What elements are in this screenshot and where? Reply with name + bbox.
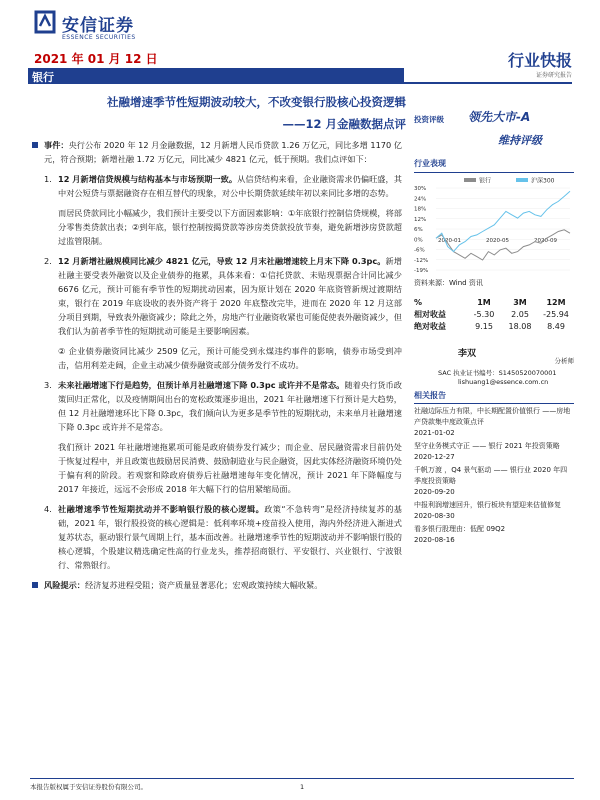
analyst-role: 分析师: [554, 357, 574, 365]
report-subtype: 证券研究报告: [535, 72, 572, 79]
table-header-cell: 12M: [546, 297, 566, 307]
performance-divider: [414, 172, 574, 173]
y-tick-label: 24%: [414, 196, 427, 203]
point-2-number: 2.: [44, 256, 52, 266]
x-tick-label: 2020-01: [438, 238, 461, 245]
point-2-text: 新增社融主要受表外融资以及企业债券的拖累，具体来看：①信托贷款、未贴现票据合计同比减少 6676 亿元，预计可能有季节性的短期扰动因素，因为原计划在 2020 年底资管新规过渡期结束，银行在 2019 年底设收的表外资产将于 2020 年底整改完毕，进而在 2020 年 12 月这部分项目到期，导致表外融资减少；除此之外，房地产行业融资收紧也可能促使表外融资减少，但我们认为前者季节性的短期扰动可能是主要影响因素。: [58, 256, 402, 336]
legend-label: 沪深300: [531, 177, 555, 185]
point-4-bold: 社融增速季节性短期扰动并不影响银行股的核心逻辑。: [58, 504, 265, 514]
event-text: 央行公布 2020 年 12 月金融数据，12 月新增人民币贷款 1.26 万亿元，同比多增 1170 亿元，符合预期；新增社融 1.72 万亿元，同比减少 4821 亿元，低于预期。我们点评如下：: [44, 140, 402, 164]
returns-table: [414, 296, 574, 332]
y-tick-label: -19%: [414, 268, 429, 274]
related-date: 2020-08-30: [414, 512, 455, 520]
bullet-square-icon: [32, 142, 38, 148]
point-2: [30, 254, 402, 338]
point-1: [30, 172, 402, 200]
related-title: 相关报告: [414, 390, 574, 404]
point-4-text: 政策“不急转弯”是经济持续复苏的基础，2021 年，银行股投资的核心逻辑是：低利率环境+疫苗投入使用，海内外经济进入渐进式复苏状态，驱动银行景气周期上行，基本面改善。社融增速季节性的短期波动并不影响银行股的核心逻辑，个股建议精选确定性高的行业龙头，推荐招商银行、平安银行、兴业银行、宁波银行、常熟银行。: [58, 504, 402, 570]
header-divider: [404, 82, 572, 84]
list-item[interactable]: [414, 406, 574, 439]
chart-source: 资料来源：Wind 资讯: [414, 279, 483, 287]
analyst-name: 李双: [458, 349, 477, 359]
related-date: 2021-01-02: [414, 429, 455, 437]
point-3: [30, 378, 402, 434]
table-row: [414, 308, 574, 320]
table-row: [414, 320, 574, 332]
point-4: [30, 502, 402, 572]
related-date: 2020-12-27: [414, 453, 455, 461]
point-1-text: 从信贷结构来看，企业融资需求仍偏旺盛，其中对公短贷与票据融资存在相互替代的现象，对公中长期贷款延续年初以来同比多增的态势。: [58, 174, 402, 198]
main-body: [30, 138, 402, 598]
list-item[interactable]: [414, 465, 574, 498]
analyst-email[interactable]: lishuang1@essence.com.cn: [458, 378, 549, 386]
related-title-text: 社融边际压力有限，中长期配置价值银行 ——房地产贷款集中度政策点评: [414, 407, 571, 426]
report-type: 行业快报: [507, 51, 572, 70]
x-tick-label: 2020-05: [486, 238, 509, 245]
logo-mark-icon: [34, 10, 56, 34]
related-title-text: 中报利润增速回升，银行板块有望迎来估值修复: [414, 501, 561, 509]
brand-name-en: ESSENCE SECURITIES: [62, 34, 136, 41]
event-lead: 事件：: [44, 140, 69, 150]
rating-value: 维持评级: [498, 134, 542, 147]
point-3-number: 3.: [44, 380, 52, 390]
table-header-cell: %: [414, 297, 423, 307]
footer: [30, 778, 574, 791]
table-header-cell: 3M: [513, 297, 527, 307]
table-cell: -5.30: [473, 309, 495, 319]
rating-label: 投资评级: [414, 115, 444, 124]
point-2-bold: 12 月新增社融规模同比减少 4821 亿元，导致 12 月末社融增速较上月末下降 0.3pc。: [58, 256, 386, 266]
performance-chart: [414, 174, 574, 284]
rating-name: 领先大市-A: [468, 110, 531, 124]
footer-text: 本报告版权属于安信证券股份有限公司。: [30, 783, 147, 791]
point-4-number: 4.: [44, 504, 52, 514]
risk-text: 经济复苏进程受阻；资产质量显著恶化；宏观政策持续大幅收紧。: [84, 580, 323, 590]
table-cell: 绝对收益: [414, 321, 446, 331]
y-tick-label: 12%: [414, 216, 427, 223]
bullet-square-icon: [32, 582, 38, 588]
legend-swatch: [464, 178, 476, 182]
report-subtitle: ——12 月金融数据点评: [282, 117, 406, 131]
point-1b: 而居民贷款同比小幅减少，我们预计主要受以下方面因素影响：①年底银行控制信贷规模，将部分零售类贷款出表；②到年底，银行控制按揭贷款等涉房类贷款投放节奏，避免新增涉房贷款超过监管限制。: [58, 208, 402, 246]
related-list: [414, 406, 574, 548]
table-header: [414, 296, 574, 308]
related-title-text: 千帆万渡 ，Q4 景气驱动 —— 银行业 2020 年四季度投资策略: [414, 466, 568, 485]
brand-name-cn: 安信证券: [62, 16, 134, 36]
table-cell: 2.05: [511, 309, 529, 319]
event-paragraph: [30, 138, 402, 166]
y-tick-label: 0%: [414, 237, 423, 244]
related-title-text: 坚守业务模式守正 —— 银行 2021 年投资策略: [414, 442, 560, 450]
list-item[interactable]: [414, 500, 574, 522]
related-date: 2020-09-20: [414, 488, 455, 496]
y-tick-label: 6%: [414, 227, 423, 233]
y-tick-label: -6%: [414, 247, 425, 254]
point-3b: 我们预计 2021 年社融增速拖累项可能是政府债券发行减少；而企业、居民融资需求目前仍处于恢复过程中，并且政策也鼓励居民消费、鼓励制造业与民企融资，因此实体经济融资环境仍处于偏有利的阶段。若观察和除政府债券后社融增速每年变化情况，预计 2021 年下降幅度与 2017 年接近，远远不会形成 2018 年大幅下行的信用紧缩局面。: [58, 442, 402, 494]
related-date: 2020-08-16: [414, 536, 455, 544]
brand-logo: [34, 8, 164, 48]
point-1-number: 1.: [44, 174, 52, 184]
risk-paragraph: [30, 578, 402, 592]
report-date: 2021 年 01 月 12 日: [34, 52, 158, 66]
table-header-cell: 1M: [477, 297, 491, 307]
section-label: 银行: [32, 71, 54, 84]
legend-swatch: [516, 178, 528, 182]
list-item[interactable]: [414, 524, 574, 546]
performance-title: 行业表现: [414, 159, 446, 168]
point-3-bold: 未来社融增速下行是趋势，但预计单月社融增速下降 0.3pc 或许并不是常态。: [58, 380, 345, 390]
point-3-text: 随着央行货币政策回归正常化，以及疫情期间出台的宽松政策逐步退出，2021 年社融增速下行预计是大趋势，但 12 月社融增速环比下降 0.3pc，我们倾向认为更多是季节性的短期扰动，未来单月社融增速下降 0.3pc 或许并不是常态。: [58, 380, 402, 432]
y-tick-label: -12%: [414, 257, 429, 264]
series-line: [436, 230, 570, 260]
table-cell: -25.94: [543, 309, 569, 319]
report-title: 社融增速季节性短期波动较大，不改变银行股核心投资逻辑: [107, 95, 406, 109]
list-item[interactable]: [414, 441, 574, 463]
table-cell: 8.49: [547, 321, 565, 331]
table-cell: 相对收益: [414, 309, 446, 319]
y-tick-label: 18%: [414, 206, 427, 213]
point-1-bold: 12 月新增信贷规模与结构基本与市场预期一致。: [58, 174, 238, 184]
risk-lead: 风险提示：: [44, 580, 85, 590]
x-tick-label: 2020-09: [534, 238, 557, 245]
point-2b: ② 企业债券融资同比减少 2509 亿元，预计可能受到永煤违约事件的影响，债券市场受到冲击，信用利差走阔，企业主动减少债券融资或部分债务发行不成功。: [58, 346, 402, 370]
analyst-sac: SAC 执业证书编号：S1450520070001: [438, 369, 557, 377]
table-cell: 18.08: [508, 321, 532, 331]
table-cell: 9.15: [475, 321, 493, 331]
page-number: 1: [300, 783, 305, 791]
y-tick-label: 30%: [414, 186, 427, 192]
related-title-text: 看多银行股理由：低配 09Q2: [414, 525, 506, 533]
legend-label: 银行: [479, 177, 492, 185]
section-bar: [28, 68, 404, 84]
